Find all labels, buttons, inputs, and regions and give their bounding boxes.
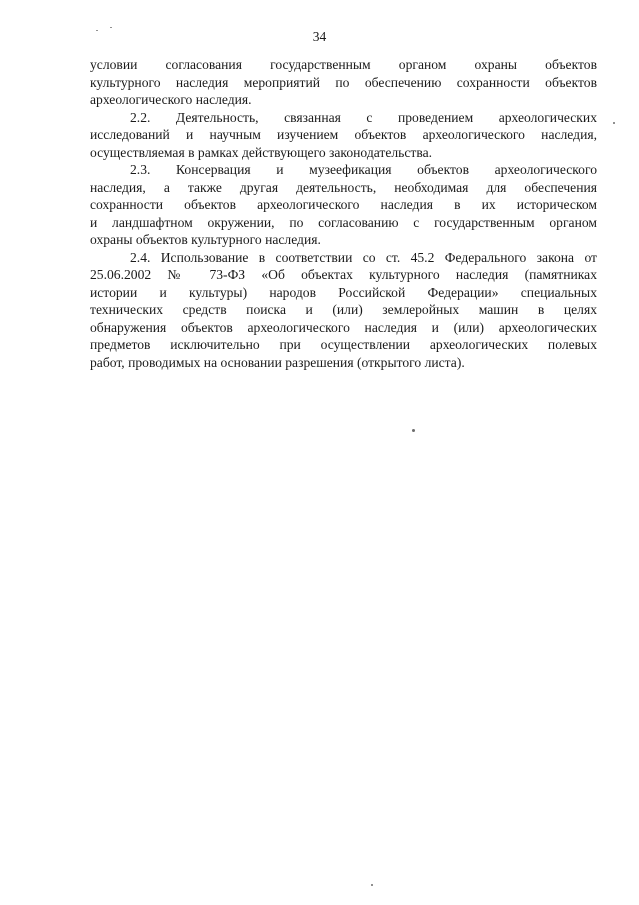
text-line: 25.06.2002 № 73-ФЗ «Об объектах культурного наследия (памятниках — [90, 267, 597, 282]
text-line: 2.3. Консервация и музеефикация объектов археологического — [130, 162, 597, 177]
text-line: наследия, а также другая деятельность, необходимая для обеспечения — [90, 179, 597, 195]
text-line: условии согласования государственным органом охраны объектов — [90, 57, 597, 72]
paragraph-2-4 — [90, 249, 597, 372]
paragraph-2-3 — [90, 161, 597, 249]
text-line: исследований и научным изучением объектов археологического наследия, — [90, 127, 597, 142]
text-line: и ландшафтном окружении, по согласованию с государственным органом — [90, 214, 597, 230]
text-line: культурного наследия мероприятий по обеспечению сохранности объектов — [90, 74, 597, 90]
scan-speck — [371, 884, 373, 886]
scan-speck — [412, 429, 415, 432]
scan-speck — [613, 122, 615, 124]
text-line: 2.4. Использование в соответствии со ст. 45.2 Федерального закона от — [130, 249, 597, 265]
text-line: работ, проводимых на основании разрешения (открытого листа). — [90, 354, 465, 370]
scan-speck — [110, 27, 112, 28]
text-line: осуществляемая в рамках действующего законодательства. — [90, 144, 433, 160]
text-line: охраны объектов культурного наследия. — [90, 232, 321, 247]
page-number: 34 — [312, 29, 327, 44]
paragraph-2-2 — [90, 109, 597, 162]
text-line: предметов исключительно при осуществлении археологических полевых — [90, 337, 597, 352]
document-body — [90, 56, 597, 371]
scan-speck — [96, 30, 98, 31]
text-line: технических средств поиска и (или) землеройных машин в целях — [90, 302, 597, 317]
text-line: 2.2. Деятельность, связанная с проведением археологических — [130, 109, 597, 125]
text-line: обнаружения объектов археологического наследия и (или) археологических — [90, 319, 597, 335]
text-line: археологического наследия. — [90, 92, 252, 107]
text-line: сохранности объектов археологического наследия в их историческом — [90, 197, 597, 212]
paragraph-1 — [90, 56, 597, 109]
text-line: истории и культуры) народов Российской Федерации» специальных — [90, 284, 597, 300]
